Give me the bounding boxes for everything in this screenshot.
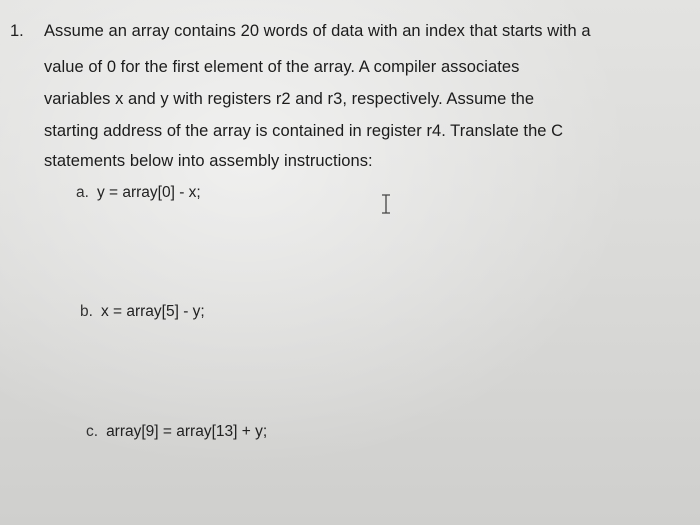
text-cursor-icon <box>380 194 392 214</box>
question-text-line: starting address of the array is contained in register r4. Translate the C <box>44 122 564 140</box>
part-a-letter: a. <box>76 184 89 201</box>
question-text-line: Assume an array contains 20 words of data with an index that starts with a <box>44 22 591 40</box>
part-a-statement: y = array[0] - x; <box>96 184 201 201</box>
question-text-line: variables x and y with registers r2 and r3, respectively. Assume the <box>44 90 535 108</box>
part-b-letter: b. <box>80 303 93 320</box>
question-number: 1. <box>10 22 24 40</box>
part-c-statement: array[9] = array[13] + y; <box>106 423 268 440</box>
question-text-line: value of 0 for the first element of the array. A compiler associates <box>44 58 520 76</box>
part-b-statement: x = array[5] - y; <box>100 303 205 320</box>
part-c <box>86 423 267 441</box>
question-text-line: statements below into assembly instructions: <box>44 152 373 170</box>
part-b <box>80 303 205 321</box>
part-c-letter: c. <box>86 423 99 440</box>
part-a <box>76 184 201 202</box>
